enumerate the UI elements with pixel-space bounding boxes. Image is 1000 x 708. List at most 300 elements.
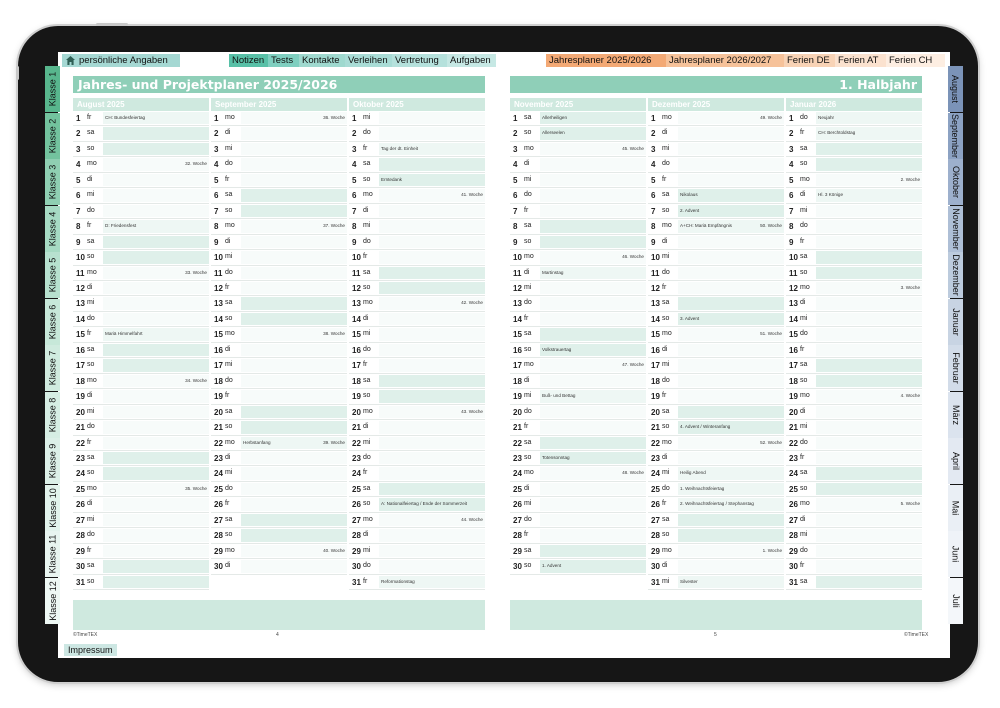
day-row[interactable] (786, 420, 922, 435)
day-entry-field[interactable] (379, 483, 485, 495)
day-row[interactable] (349, 436, 485, 451)
day-row[interactable] (510, 528, 646, 543)
day-entry-field[interactable] (816, 514, 922, 526)
day-entry-field[interactable] (103, 406, 209, 418)
day-entry-field[interactable] (103, 282, 209, 294)
day-row[interactable] (211, 513, 347, 528)
day-row[interactable] (648, 358, 784, 373)
day-row[interactable] (786, 281, 922, 296)
day-entry-field[interactable] (816, 359, 922, 371)
day-entry-field[interactable] (678, 282, 784, 294)
day-row[interactable] (648, 173, 784, 188)
day-entry-field[interactable] (678, 359, 784, 371)
day-row[interactable] (73, 466, 209, 481)
class-tab[interactable] (45, 252, 60, 298)
month-tab[interactable] (948, 578, 963, 624)
day-row[interactable] (73, 266, 209, 281)
day-row[interactable] (349, 374, 485, 389)
class-tab[interactable] (45, 113, 60, 159)
day-row[interactable] (349, 405, 485, 420)
day-row[interactable] (211, 405, 347, 420)
day-entry-field[interactable] (678, 529, 784, 541)
day-row[interactable] (73, 528, 209, 543)
day-row[interactable] (786, 389, 922, 404)
nav-tab[interactable] (299, 54, 345, 67)
day-entry-field[interactable] (678, 174, 784, 186)
day-row[interactable] (349, 327, 485, 342)
day-row[interactable] (73, 204, 209, 219)
day-row[interactable] (73, 296, 209, 311)
day-row[interactable] (73, 405, 209, 420)
day-entry-field[interactable] (241, 236, 347, 248)
day-row[interactable] (648, 374, 784, 389)
day-entry-field[interactable] (816, 267, 922, 279)
day-entry-field[interactable] (379, 390, 485, 402)
day-row[interactable] (73, 358, 209, 373)
day-entry-field[interactable] (816, 313, 922, 325)
day-row[interactable] (648, 111, 784, 126)
day-entry-field[interactable] (540, 406, 646, 418)
day-row[interactable] (73, 389, 209, 404)
day-entry-field[interactable] (379, 359, 485, 371)
day-entry-field[interactable] (540, 437, 646, 449)
day-entry-field[interactable] (678, 452, 784, 464)
day-row[interactable] (211, 126, 347, 141)
day-row[interactable] (510, 281, 646, 296)
day-entry-field[interactable] (241, 498, 347, 510)
day-row[interactable] (510, 436, 646, 451)
month-tab[interactable] (948, 438, 963, 484)
day-entry-field[interactable] (103, 344, 209, 356)
day-row[interactable] (510, 327, 646, 342)
month-tab[interactable] (948, 159, 963, 205)
day-row[interactable] (349, 235, 485, 250)
nav-tab[interactable] (62, 54, 180, 67)
day-entry-field[interactable] (241, 375, 347, 387)
day-entry-field[interactable] (379, 328, 485, 340)
day-row[interactable] (73, 111, 209, 126)
day-row[interactable] (349, 142, 485, 157)
day-entry-field[interactable] (816, 143, 922, 155)
day-entry-field[interactable] (540, 328, 646, 340)
day-entry-field[interactable] (678, 158, 784, 170)
day-entry-field[interactable] (379, 127, 485, 139)
nav-tab[interactable] (392, 54, 447, 67)
class-tab[interactable] (45, 345, 60, 391)
day-row[interactable] (648, 219, 784, 234)
day-row[interactable] (349, 389, 485, 404)
day-row[interactable] (73, 281, 209, 296)
nav-tab[interactable] (835, 54, 886, 67)
day-entry-field[interactable] (816, 158, 922, 170)
day-entry-field[interactable] (379, 236, 485, 248)
day-row[interactable] (510, 482, 646, 497)
day-row[interactable] (510, 343, 646, 358)
day-row[interactable] (73, 188, 209, 203)
day-entry-field[interactable] (103, 359, 209, 371)
day-row[interactable] (510, 312, 646, 327)
day-row[interactable] (211, 157, 347, 172)
day-entry-field[interactable] (816, 406, 922, 418)
day-row[interactable] (786, 157, 922, 172)
day-row[interactable] (786, 266, 922, 281)
day-entry-field[interactable] (678, 236, 784, 248)
day-entry-field[interactable] (678, 267, 784, 279)
day-row[interactable] (786, 250, 922, 265)
day-entry-field[interactable] (103, 251, 209, 263)
day-entry-field[interactable] (678, 251, 784, 263)
day-entry-field[interactable] (540, 297, 646, 309)
day-entry-field[interactable] (241, 127, 347, 139)
day-entry-field[interactable] (103, 297, 209, 309)
day-entry-field[interactable] (103, 529, 209, 541)
day-entry-field[interactable] (379, 467, 485, 479)
day-row[interactable] (510, 405, 646, 420)
day-row[interactable] (211, 436, 347, 451)
day-row[interactable] (510, 157, 646, 172)
day-entry-field[interactable] (816, 421, 922, 433)
day-row[interactable] (349, 482, 485, 497)
day-entry-field[interactable] (379, 545, 485, 557)
day-row[interactable] (510, 497, 646, 512)
day-entry-field[interactable] (816, 297, 922, 309)
day-row[interactable] (510, 266, 646, 281)
day-entry-field[interactable] (678, 560, 784, 572)
day-row[interactable] (349, 528, 485, 543)
day-row[interactable] (73, 497, 209, 512)
month-tab[interactable] (948, 531, 963, 577)
day-entry-field[interactable] (103, 452, 209, 464)
day-entry-field[interactable] (241, 390, 347, 402)
day-entry-field[interactable] (816, 467, 922, 479)
day-row[interactable] (349, 157, 485, 172)
day-row[interactable] (786, 126, 922, 141)
day-row[interactable] (73, 559, 209, 574)
nav-tab[interactable] (447, 54, 496, 67)
day-row[interactable] (349, 544, 485, 559)
day-entry-field[interactable] (540, 421, 646, 433)
day-row[interactable] (786, 559, 922, 574)
day-row[interactable] (510, 296, 646, 311)
class-tab[interactable] (45, 392, 60, 438)
day-entry-field[interactable] (816, 437, 922, 449)
day-row[interactable] (786, 513, 922, 528)
day-entry-field[interactable] (103, 143, 209, 155)
day-entry-field[interactable] (540, 282, 646, 294)
day-entry-field[interactable] (379, 112, 485, 124)
day-row[interactable] (786, 173, 922, 188)
day-row[interactable] (73, 482, 209, 497)
day-row[interactable] (510, 420, 646, 435)
day-row[interactable] (510, 358, 646, 373)
day-row[interactable] (211, 343, 347, 358)
day-row[interactable] (786, 296, 922, 311)
day-row[interactable] (73, 343, 209, 358)
month-tab[interactable] (948, 113, 963, 159)
day-entry-field[interactable] (816, 220, 922, 232)
day-row[interactable] (648, 312, 784, 327)
day-entry-field[interactable] (379, 529, 485, 541)
day-row[interactable] (648, 451, 784, 466)
day-entry-field[interactable] (678, 344, 784, 356)
day-row[interactable] (510, 451, 646, 466)
day-row[interactable] (648, 157, 784, 172)
day-entry-field[interactable] (540, 220, 646, 232)
day-row[interactable] (73, 436, 209, 451)
day-row[interactable] (786, 204, 922, 219)
day-row[interactable] (349, 312, 485, 327)
day-entry-field[interactable] (816, 236, 922, 248)
right-notes-area[interactable] (510, 600, 922, 630)
day-row[interactable] (211, 528, 347, 543)
day-row[interactable] (211, 281, 347, 296)
day-entry-field[interactable] (816, 483, 922, 495)
day-entry-field[interactable] (103, 437, 209, 449)
day-row[interactable] (349, 420, 485, 435)
day-row[interactable] (211, 374, 347, 389)
day-entry-field[interactable] (241, 344, 347, 356)
day-row[interactable] (648, 513, 784, 528)
day-row[interactable] (786, 219, 922, 234)
day-entry-field[interactable] (241, 297, 347, 309)
day-row[interactable] (211, 497, 347, 512)
month-tab[interactable] (948, 299, 963, 345)
day-row[interactable] (648, 497, 784, 512)
day-entry-field[interactable] (816, 328, 922, 340)
day-entry-field[interactable] (678, 375, 784, 387)
day-row[interactable] (73, 157, 209, 172)
day-row[interactable] (786, 497, 922, 512)
day-row[interactable] (349, 513, 485, 528)
day-entry-field[interactable] (103, 313, 209, 325)
class-tab[interactable] (45, 531, 60, 577)
day-row[interactable] (648, 544, 784, 559)
class-tab[interactable] (45, 485, 60, 531)
day-row[interactable] (786, 482, 922, 497)
day-entry-field[interactable] (103, 390, 209, 402)
day-row[interactable] (73, 250, 209, 265)
day-row[interactable] (73, 575, 209, 590)
day-entry-field[interactable] (540, 498, 646, 510)
nav-tab[interactable] (886, 54, 945, 67)
day-entry-field[interactable] (678, 127, 784, 139)
day-row[interactable] (211, 142, 347, 157)
day-row[interactable] (73, 219, 209, 234)
day-entry-field[interactable] (816, 576, 922, 588)
day-row[interactable] (786, 188, 922, 203)
month-tab[interactable] (948, 392, 963, 438)
day-row[interactable] (349, 219, 485, 234)
day-row[interactable] (73, 451, 209, 466)
day-row[interactable] (73, 374, 209, 389)
day-row[interactable] (510, 513, 646, 528)
day-row[interactable] (211, 482, 347, 497)
day-entry-field[interactable] (678, 406, 784, 418)
day-entry-field[interactable] (379, 375, 485, 387)
day-row[interactable] (786, 343, 922, 358)
day-row[interactable] (211, 235, 347, 250)
day-row[interactable] (510, 466, 646, 481)
day-row[interactable] (510, 389, 646, 404)
day-row[interactable] (786, 451, 922, 466)
day-row[interactable] (648, 142, 784, 157)
day-entry-field[interactable] (103, 127, 209, 139)
day-entry-field[interactable] (103, 174, 209, 186)
day-entry-field[interactable] (678, 390, 784, 402)
day-row[interactable] (648, 389, 784, 404)
nav-tab[interactable] (546, 54, 666, 67)
month-tab[interactable] (948, 485, 963, 531)
day-row[interactable] (211, 312, 347, 327)
day-entry-field[interactable] (816, 205, 922, 217)
day-row[interactable] (73, 420, 209, 435)
day-entry-field[interactable] (379, 267, 485, 279)
day-row[interactable] (648, 436, 784, 451)
day-row[interactable] (510, 544, 646, 559)
day-entry-field[interactable] (241, 359, 347, 371)
day-entry-field[interactable] (540, 174, 646, 186)
day-row[interactable] (349, 559, 485, 574)
day-entry-field[interactable] (379, 220, 485, 232)
day-row[interactable] (510, 126, 646, 141)
day-row[interactable] (349, 250, 485, 265)
nav-tab[interactable] (268, 54, 299, 67)
day-row[interactable] (349, 451, 485, 466)
day-entry-field[interactable] (540, 514, 646, 526)
day-entry-field[interactable] (241, 406, 347, 418)
day-entry-field[interactable] (103, 560, 209, 572)
day-row[interactable] (211, 296, 347, 311)
day-entry-field[interactable] (540, 158, 646, 170)
day-entry-field[interactable] (540, 375, 646, 387)
day-row[interactable] (648, 482, 784, 497)
day-entry-field[interactable] (379, 421, 485, 433)
day-entry-field[interactable] (241, 143, 347, 155)
day-row[interactable] (786, 575, 922, 590)
day-entry-field[interactable] (103, 205, 209, 217)
day-row[interactable] (211, 173, 347, 188)
day-row[interactable] (211, 111, 347, 126)
day-row[interactable] (211, 389, 347, 404)
class-tab[interactable] (45, 578, 60, 624)
day-row[interactable] (211, 420, 347, 435)
day-row[interactable] (211, 327, 347, 342)
day-row[interactable] (211, 559, 347, 574)
day-entry-field[interactable] (103, 467, 209, 479)
day-row[interactable] (648, 343, 784, 358)
day-entry-field[interactable] (816, 344, 922, 356)
day-entry-field[interactable] (241, 267, 347, 279)
day-entry-field[interactable] (816, 529, 922, 541)
day-row[interactable] (73, 235, 209, 250)
day-entry-field[interactable] (540, 529, 646, 541)
day-row[interactable] (648, 126, 784, 141)
day-row[interactable] (786, 374, 922, 389)
day-row[interactable] (211, 250, 347, 265)
day-entry-field[interactable] (241, 560, 347, 572)
day-row[interactable] (786, 327, 922, 342)
day-row[interactable] (73, 126, 209, 141)
day-entry-field[interactable] (241, 282, 347, 294)
day-row[interactable] (510, 173, 646, 188)
month-tab[interactable] (948, 252, 963, 298)
day-entry-field[interactable] (540, 236, 646, 248)
day-row[interactable] (73, 142, 209, 157)
day-row[interactable] (349, 173, 485, 188)
day-row[interactable] (211, 451, 347, 466)
day-row[interactable] (73, 173, 209, 188)
day-row[interactable] (73, 327, 209, 342)
day-row[interactable] (349, 497, 485, 512)
left-notes-area[interactable] (73, 600, 485, 630)
nav-tab[interactable] (784, 54, 835, 67)
day-entry-field[interactable] (540, 189, 646, 201)
day-row[interactable] (648, 204, 784, 219)
day-row[interactable] (510, 111, 646, 126)
day-entry-field[interactable] (816, 251, 922, 263)
day-entry-field[interactable] (103, 498, 209, 510)
day-entry-field[interactable] (816, 545, 922, 557)
day-row[interactable] (510, 188, 646, 203)
day-entry-field[interactable] (540, 483, 646, 495)
day-row[interactable] (648, 575, 784, 590)
day-row[interactable] (211, 544, 347, 559)
day-row[interactable] (510, 142, 646, 157)
day-entry-field[interactable] (816, 560, 922, 572)
day-row[interactable] (349, 575, 485, 590)
day-row[interactable] (349, 281, 485, 296)
day-entry-field[interactable] (241, 174, 347, 186)
class-tab[interactable] (45, 206, 60, 252)
day-entry-field[interactable] (241, 514, 347, 526)
day-entry-field[interactable] (241, 205, 347, 217)
day-row[interactable] (648, 466, 784, 481)
day-row[interactable] (73, 513, 209, 528)
day-row[interactable] (648, 266, 784, 281)
day-row[interactable] (349, 188, 485, 203)
day-row[interactable] (510, 250, 646, 265)
day-entry-field[interactable] (379, 452, 485, 464)
class-tab[interactable] (45, 299, 60, 345)
day-row[interactable] (648, 281, 784, 296)
day-entry-field[interactable] (540, 205, 646, 217)
day-row[interactable] (349, 466, 485, 481)
day-row[interactable] (510, 235, 646, 250)
day-row[interactable] (786, 466, 922, 481)
day-entry-field[interactable] (241, 452, 347, 464)
day-entry-field[interactable] (241, 251, 347, 263)
month-tab[interactable] (948, 206, 963, 252)
day-entry-field[interactable] (678, 143, 784, 155)
day-row[interactable] (648, 327, 784, 342)
day-row[interactable] (648, 250, 784, 265)
day-entry-field[interactable] (241, 483, 347, 495)
day-entry-field[interactable] (379, 282, 485, 294)
day-row[interactable] (211, 266, 347, 281)
day-entry-field[interactable] (816, 452, 922, 464)
day-row[interactable] (349, 358, 485, 373)
day-row[interactable] (510, 219, 646, 234)
day-row[interactable] (211, 204, 347, 219)
day-row[interactable] (648, 296, 784, 311)
day-row[interactable] (786, 405, 922, 420)
day-row[interactable] (349, 343, 485, 358)
day-row[interactable] (786, 436, 922, 451)
day-entry-field[interactable] (379, 205, 485, 217)
day-row[interactable] (510, 204, 646, 219)
day-entry-field[interactable] (678, 514, 784, 526)
class-tab[interactable] (45, 438, 60, 484)
